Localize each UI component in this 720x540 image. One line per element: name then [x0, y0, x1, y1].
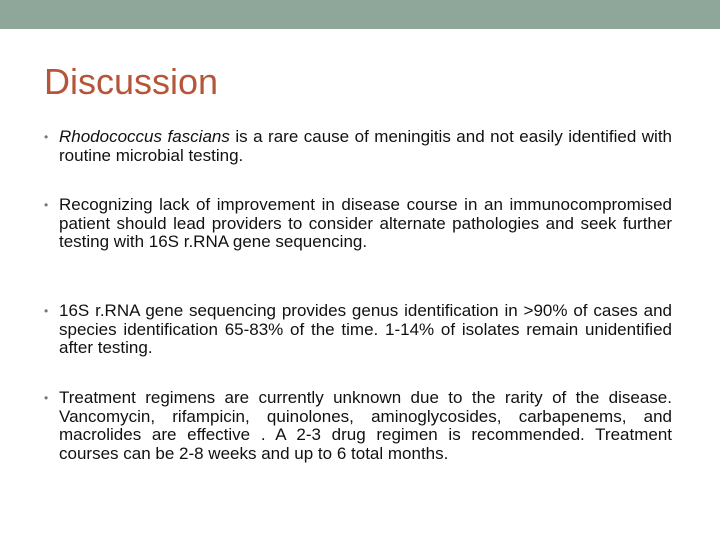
bullet-dot-icon: •	[44, 130, 49, 144]
slide-title: Discussion	[44, 61, 219, 102]
bullet-text: 16S r.RNA gene sequencing provides genus identification in >90% of cases and species identification 65-83% of the time. 1-14% of isolates remain unidentified after testing.	[59, 301, 672, 357]
bullet-text: Treatment regimens are currently unknown due to the rarity of the disease. Vancomycin, rifampicin, quinolones, aminoglycosides, carbapenems, and macrolides are effective . A 2-3 drug regimen is recommended. Treatment courses can be 2-8 weeks and up to 6 total months.	[59, 388, 672, 463]
top-decorative-bar	[0, 0, 720, 29]
organism-name: Rhodococcus fascians	[59, 127, 230, 146]
bullet-text: Recognizing lack of improvement in disease course in an immunocompromised patient should lead providers to consider alternate pathologies and seek further testing with 16S r.RNA gene sequencing.	[59, 195, 672, 251]
bullet-text	[59, 128, 672, 165]
bullet-dot-icon: •	[44, 198, 49, 212]
bullet-dot-icon: •	[44, 304, 49, 318]
bullet-dot-icon: •	[44, 391, 49, 405]
bullet-text-rest: is a rare cause of meningitis and not easily identified with routine microbial testing.	[59, 127, 672, 165]
